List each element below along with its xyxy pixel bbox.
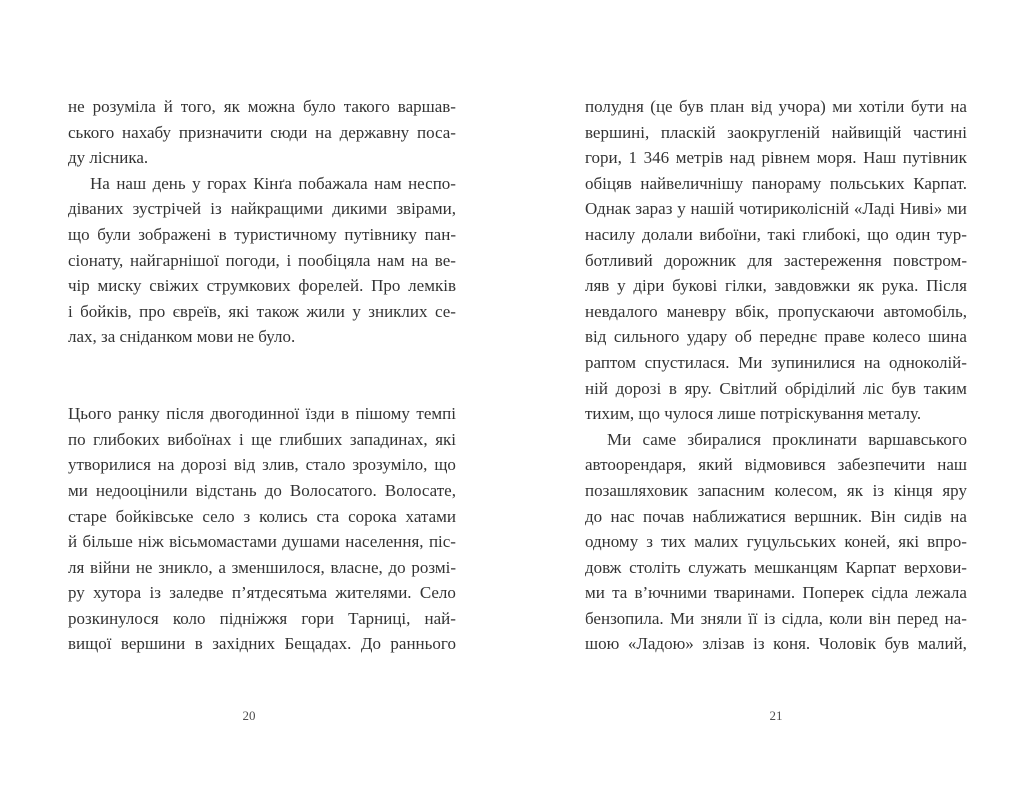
text-line: Цього ранку після двогодинної їзди в пішому темпі: [68, 404, 456, 424]
text-line: автоорендаря, який відмовився забезпечити наш: [585, 455, 967, 475]
text-line: сіонату, найгарнішої погоди, і пообіцяла нам на ве-: [68, 250, 456, 270]
text-line: ми та в’ючними тваринами. Поперек сідла лежала: [585, 583, 967, 603]
text-line: вершині, пласкій заокругленій найвищій частині: [585, 122, 967, 142]
text-line: гори, 1 346 метрів над рівнем моря. Наш путівник: [585, 148, 967, 168]
text-line: до нас почав наближатися вершник. Він сидів на: [585, 506, 967, 526]
text-line: ського нахабу призначити сюди на державну поса-: [68, 122, 456, 142]
left-page-number: 20: [242, 708, 256, 723]
text-line: від сильного удару об переднє праве колесо шина: [585, 327, 967, 347]
text-line: обіцяв найвеличнішу панораму польських Карпат.: [585, 173, 967, 193]
text-line: вищої вершини в західних Бещадах. До раннього: [68, 634, 456, 654]
text-line: раптом спустилася. Ми зупинилися на одноколій-: [585, 352, 967, 372]
text-line: Ми саме збиралися проклинати варшавського: [607, 429, 967, 449]
text-line: що були зображені в туристичному путівнику пан-: [68, 224, 456, 244]
text-line: чір миску свіжих струмкових форелей. Про лемків: [68, 276, 456, 296]
text-line: ля війни не зникло, а зменшилося, власне, до розмі-: [68, 557, 456, 577]
left-page-text-column: [68, 94, 456, 657]
text-line: невдалого маневру вбік, пропускаючи автомобіль,: [585, 301, 967, 321]
text-line: ляв у діри букові гілки, завдовжки як рука. Після: [585, 276, 967, 296]
text-line: старе бойківське село з колись ста сорока хатами: [68, 506, 456, 526]
text-line: утворилися на дорозі від злив, стало зрозуміло, що: [68, 455, 456, 475]
text-line: Однак зараз у нашій чотириколісній «Ладі Ниві» ми: [585, 199, 967, 219]
text-line: насилу долали вибоїни, такі глибокі, що один тур-: [585, 224, 967, 244]
text-line: позашляховик запасним колесом, як із кінця яру: [585, 480, 967, 500]
text-line: полудня (це був план від учора) ми хотіли бути на: [585, 97, 967, 116]
blank-line: [68, 350, 456, 376]
text-line: ботливий дорожник для застереження повстром-: [585, 250, 967, 270]
text-line: ми недооцінили відстань до Волосатого. Волосате,: [68, 480, 456, 500]
text-line: ду лісника.: [68, 148, 149, 168]
text-line: розкинулося коло підніжжя гори Тарниці, най-: [68, 608, 456, 628]
text-line: ру хутора із заледве п’ятдесятьма жителями. Село: [68, 583, 456, 603]
text-line: На наш день у горах Кінґа побажала нам неспо-: [90, 173, 456, 193]
text-line: і бойків, про євреїв, які також жили у зниклих се-: [68, 301, 456, 321]
right-page-number: 21: [769, 708, 783, 723]
blank-line: [68, 376, 456, 402]
text-line: діваних зустрічей із найкращими дикими звірами,: [68, 199, 456, 219]
text-line: довж століть служать мешканцям Карпат верхови-: [585, 557, 967, 577]
text-line: бензопила. Ми зняли її із сідла, коли він перед на-: [585, 608, 967, 628]
text-line: ній дорозі в яру. Світлий обріділий ліс був таким: [585, 378, 967, 398]
right-page-text-column: [585, 94, 967, 657]
text-line: тихим, що чулося лише потріскування металу.: [585, 404, 922, 424]
text-line: одному з тих малих гуцульських коней, які впро-: [585, 532, 967, 552]
text-line: по глибоких вибоїнах і ще глибших западинах, які: [68, 429, 456, 449]
text-line: не розуміла й того, як можна було такого варшав-: [68, 97, 456, 116]
text-line: й більше ніж вісьмомастами душами населення, піс-: [68, 532, 456, 552]
text-line: шою «Ладою» злізав із коня. Чоловік був малий,: [585, 634, 967, 654]
text-line: лах, за сніданком мови не було.: [68, 327, 296, 347]
